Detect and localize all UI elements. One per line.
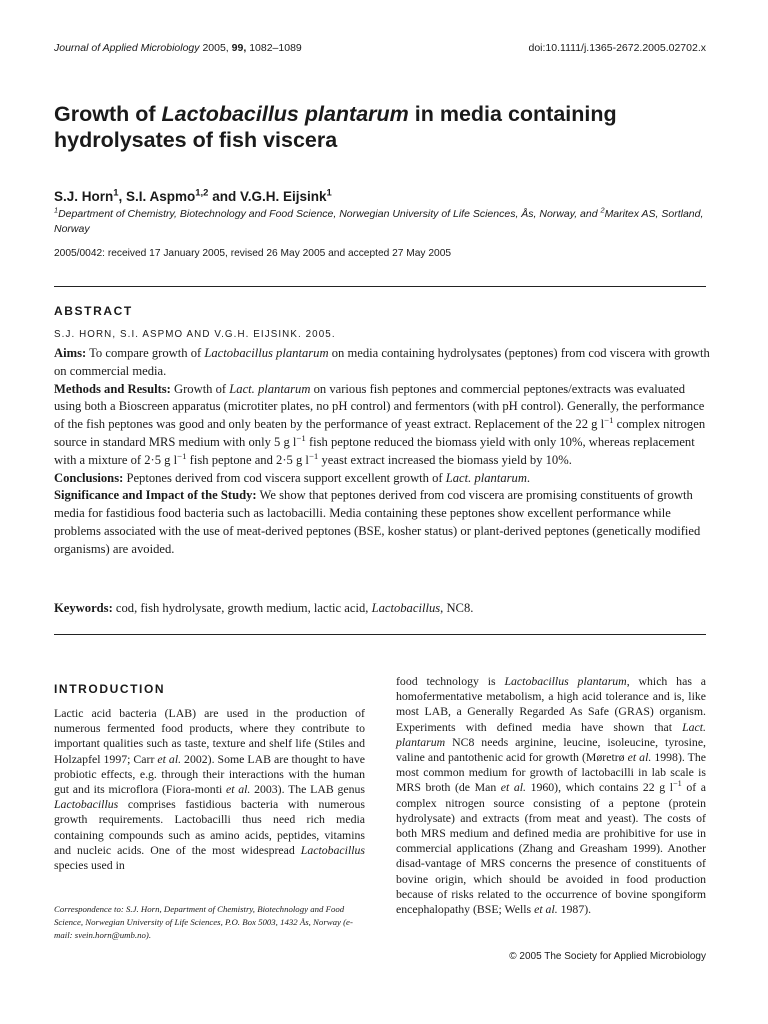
abstract-body bbox=[54, 345, 714, 559]
author-list: S.J. Horn$^1$, S.I. Aspmo$^{1,2}$ and V.G.H. Eijsink$^1$ bbox=[54, 187, 332, 204]
affiliation: $^1$Department of Chemistry, Biotechnology and Food Science, Norwegian University of Life Sciences, Ås, Norway, and $^2$Maritex AS, Sortland, Norway bbox=[54, 205, 704, 235]
divider bbox=[54, 286, 706, 287]
abstract-methods: Methods and Results: Growth of Lact. plantarum on various fish peptones and commercial peptones/extracts was evaluated using both a Bioscreen apparatus (microtiter plates, no pH control) and fermentors (with pH control). Generally, the performance of the fish peptones was good and only beaten by the performance of yeast extract. Replacement of the 22 g $l^{-1}$ complex nitrogen source in standard MRS medium with only 5 g $l^{-1}$ fish peptone reduced the biomass yield with only 10%, whereas replacement with a mixture of 2·5 g $l^{-1}$ fish peptone and 2·5 g $l^{-1}$ yeast extract increased the biomass yield by 10%. bbox=[54, 381, 706, 467]
divider bbox=[54, 634, 706, 635]
doi[interactable]: doi:10.1111/j.1365-2672.2005.02702.x bbox=[528, 42, 706, 54]
abstract-citation: S.J. HORN, S.I. ASPMO AND V.G.H. EIJSINK. 2005. bbox=[54, 329, 336, 340]
introduction-heading: INTRODUCTION bbox=[54, 682, 166, 696]
article-title: Growth of Lactobacillus plantarum in media containing hydrolysates of fish viscera bbox=[54, 102, 617, 152]
abstract-conclusions: Conclusions: Peptones derived from cod viscera support excellent growth of Lact. plantarum. bbox=[54, 470, 531, 485]
author-name: S.J. Horn bbox=[54, 189, 114, 204]
introduction-right-column: food technology is Lactobacillus plantarum, which has a homofermentative metabolism, a high acid tolerance and is, like most LAB, a Generally Regarded As Safe (GRAS) organism. Experiments with defined media have shown that Lact. plantarum NC8 needs arginine, leucine, isoleucine, tyrosine, valine and pantothenic acid for growth (Møretrø et al. 1998). The most common medium for growth of lactobacilli in lab scale is MRS broth (de Man et al. 1960), which contains 22 g $l^{-1}$ of a complex nitrogen source consisting of a peptone (protein hydrolysate) and extracts (from meat and yeast). The costs of both MRS medium and defined media are prohibitive for use in commercial applications (Zhang and Greasham 1999). Another disad-vantage of MRS concerns the presence of constituents of bovine origin, which should be avoided in food production because of risks related to the occurrence of bovine spongiform encephalopathy (BSE; Wells et al. 1987). bbox=[396, 674, 707, 917]
abstract-heading: ABSTRACT bbox=[54, 304, 133, 318]
introduction-left-column: Lactic acid bacteria (LAB) are used in the production of numerous fermented food products, where they contribute to important qualities such as taste, texture and shelf life (Stiles and Holzapfel 1997; Carr et al. 2002). Some LAB are thought to have probiotic effects, e.g. through their interactions with the human gut and its microflora (Fiora-monti et al. 2003). The LAB genus Lactobacillus comprises fastidious bacteria with numerous growth requirements. Lactobacilli thus need rich media containing compounds such as amino acids, peptides, vitamins and nucleic acids. One of the most widespread Lactobacillus species used in bbox=[54, 706, 365, 873]
author-name: V.G.H. Eijsink bbox=[239, 189, 327, 204]
copyright-footer: © 2005 The Society for Applied Microbiology bbox=[509, 951, 706, 962]
author-name: S.I. Aspmo bbox=[126, 189, 196, 204]
abstract-aims: Aims: To compare growth of Lactobacillus plantarum on media containing hydrolysates (peptones) from cod viscera with growth on commercial media. bbox=[54, 346, 710, 378]
journal-citation: Journal of Applied Microbiology 2005, 99, 1082–1089 bbox=[54, 42, 302, 54]
keywords: Keywords: cod, fish hydrolysate, growth medium, lactic acid, Lactobacillus, NC8. bbox=[54, 601, 474, 615]
submission-dates: 2005/0042: received 17 January 2005, revised 26 May 2005 and accepted 27 May 2005 bbox=[54, 248, 452, 259]
correspondence-note: Correspondence to: S.J. Horn, Department of Chemistry, Biotechnology and Food Science, Norwegian University of Life Sciences, P.O. Box 5003, 1432 Ås, Norway (e-mail: svein.horn@umb.no). bbox=[54, 904, 353, 941]
abstract-significance: Significance and Impact of the Study: We show that peptones derived from cod viscera are promising constituents of growth media for fastidious food bacteria such as lactobacilli. Media containing these peptones show excellent performance while problems associated with the use of meat-derived peptones (BSE, kosher status) or plant-derived peptones (genetically modified organisms) are avoided. bbox=[54, 488, 701, 556]
running-head bbox=[54, 42, 706, 54]
